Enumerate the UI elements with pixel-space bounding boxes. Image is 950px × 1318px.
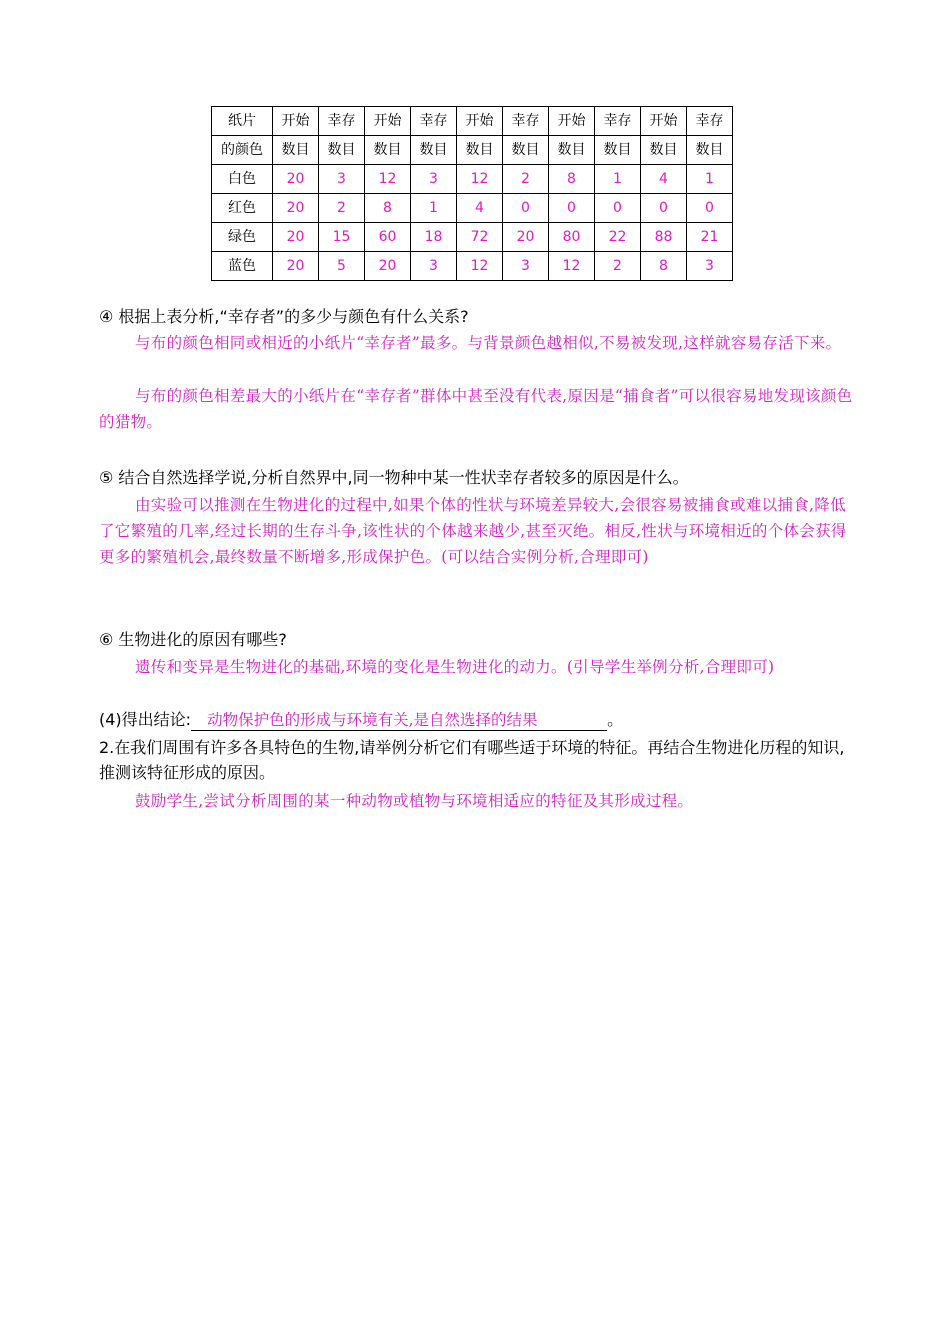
count-cell: 20 (273, 223, 319, 252)
conclusion-answer: 动物保护色的形成与环境有关,是自然选择的结果 (191, 710, 607, 731)
table-row (212, 165, 733, 194)
header-cell: 数目 (365, 136, 411, 165)
count-cell: 1 (687, 165, 733, 194)
table-row (212, 252, 733, 281)
table-row (212, 194, 733, 223)
header-cell: 开始 (273, 107, 319, 136)
count-cell: 18 (411, 223, 457, 252)
header-cell: 幸存 (411, 107, 457, 136)
color-label-cell: 绿色 (212, 223, 273, 252)
count-cell: 2 (595, 252, 641, 281)
header-cell: 数目 (457, 136, 503, 165)
count-cell: 3 (687, 252, 733, 281)
conclusion-line (99, 708, 623, 732)
count-cell: 0 (687, 194, 733, 223)
count-cell: 88 (641, 223, 687, 252)
conclusion-prefix: (4)得出结论: (99, 710, 192, 729)
count-cell: 8 (641, 252, 687, 281)
header-cell: 开始 (365, 107, 411, 136)
count-cell: 4 (641, 165, 687, 194)
header-cell: 开始 (549, 107, 595, 136)
count-cell: 3 (503, 252, 549, 281)
count-cell: 0 (549, 194, 595, 223)
count-cell: 12 (365, 165, 411, 194)
count-cell: 20 (503, 223, 549, 252)
conclusion-suffix: 。 (607, 710, 624, 729)
header-cell: 数目 (641, 136, 687, 165)
count-cell: 12 (457, 165, 503, 194)
survivor-table (211, 106, 733, 281)
count-cell: 0 (641, 194, 687, 223)
header-cell: 纸片 (212, 107, 273, 136)
count-cell: 3 (319, 165, 365, 194)
count-cell: 2 (503, 165, 549, 194)
table-header-row (212, 107, 733, 136)
count-cell: 22 (595, 223, 641, 252)
count-cell: 4 (457, 194, 503, 223)
header-cell: 幸存 (687, 107, 733, 136)
count-cell: 80 (549, 223, 595, 252)
count-cell: 8 (549, 165, 595, 194)
count-cell: 5 (319, 252, 365, 281)
count-cell: 3 (411, 165, 457, 194)
header-cell: 数目 (687, 136, 733, 165)
count-cell: 15 (319, 223, 365, 252)
count-cell: 20 (365, 252, 411, 281)
question-4: ④ 根据上表分析,“幸存者”的多少与颜色有什么关系? (99, 307, 469, 326)
count-cell: 20 (273, 194, 319, 223)
header-cell: 数目 (273, 136, 319, 165)
table-header-row (212, 136, 733, 165)
color-label-cell: 红色 (212, 194, 273, 223)
count-cell: 3 (411, 252, 457, 281)
answer-2: 鼓励学生,尝试分析周围的某一种动物或植物与环境相适应的特征及其形成过程。 (135, 792, 694, 810)
header-cell: 数目 (319, 136, 365, 165)
count-cell: 72 (457, 223, 503, 252)
header-cell: 幸存 (503, 107, 549, 136)
count-cell: 20 (273, 165, 319, 194)
header-cell: 幸存 (319, 107, 365, 136)
count-cell: 1 (411, 194, 457, 223)
count-cell: 8 (365, 194, 411, 223)
question-5: ⑤ 结合自然选择学说,分析自然界中,同一物种中某一性状幸存者较多的原因是什么。 (99, 468, 689, 487)
header-cell: 数目 (503, 136, 549, 165)
header-cell: 数目 (411, 136, 457, 165)
answer-4-2: 与布的颜色相差最大的小纸片在“幸存者”群体中甚至没有代表,原因是“捕食者”可以很容易地发现该颜色的猎物。 (99, 387, 853, 431)
header-cell: 开始 (641, 107, 687, 136)
count-cell: 0 (595, 194, 641, 223)
header-cell: 的颜色 (212, 136, 273, 165)
color-label-cell: 蓝色 (212, 252, 273, 281)
count-cell: 2 (319, 194, 365, 223)
answer-4-1: 与布的颜色相同或相近的小纸片“幸存者”最多。与背景颜色越相似,不易被发现,这样就容易存活下来。 (135, 334, 842, 352)
answer-5: 由实验可以推测在生物进化的过程中,如果个体的性状与环境差异较大,会很容易被捕食或难以捕食,降低了它繁殖的几率,经过长期的生存斗争,该性状的个体越来越少,甚至灭绝。相反,性状与环境相近的个体会获得更多的繁殖机会,最终数量不断增多,形成保护色。(可以结合实例分析,合理即可) (99, 496, 847, 566)
header-cell: 数目 (595, 136, 641, 165)
header-cell: 数目 (549, 136, 595, 165)
count-cell: 60 (365, 223, 411, 252)
count-cell: 20 (273, 252, 319, 281)
count-cell: 0 (503, 194, 549, 223)
count-cell: 21 (687, 223, 733, 252)
question-6: ⑥ 生物进化的原因有哪些? (99, 630, 287, 649)
header-cell: 幸存 (595, 107, 641, 136)
table-row (212, 223, 733, 252)
count-cell: 12 (549, 252, 595, 281)
answer-6: 遗传和变异是生物进化的基础,环境的变化是生物进化的动力。(引导学生举例分析,合理即可) (135, 658, 775, 676)
color-label-cell: 白色 (212, 165, 273, 194)
count-cell: 1 (595, 165, 641, 194)
count-cell: 12 (457, 252, 503, 281)
question-2: 2.在我们周围有许多各具特色的生物,请举例分析它们有哪些适于环境的特征。再结合生物进化历程的知识,推测该特征形成的原因。 (99, 738, 845, 782)
header-cell: 开始 (457, 107, 503, 136)
